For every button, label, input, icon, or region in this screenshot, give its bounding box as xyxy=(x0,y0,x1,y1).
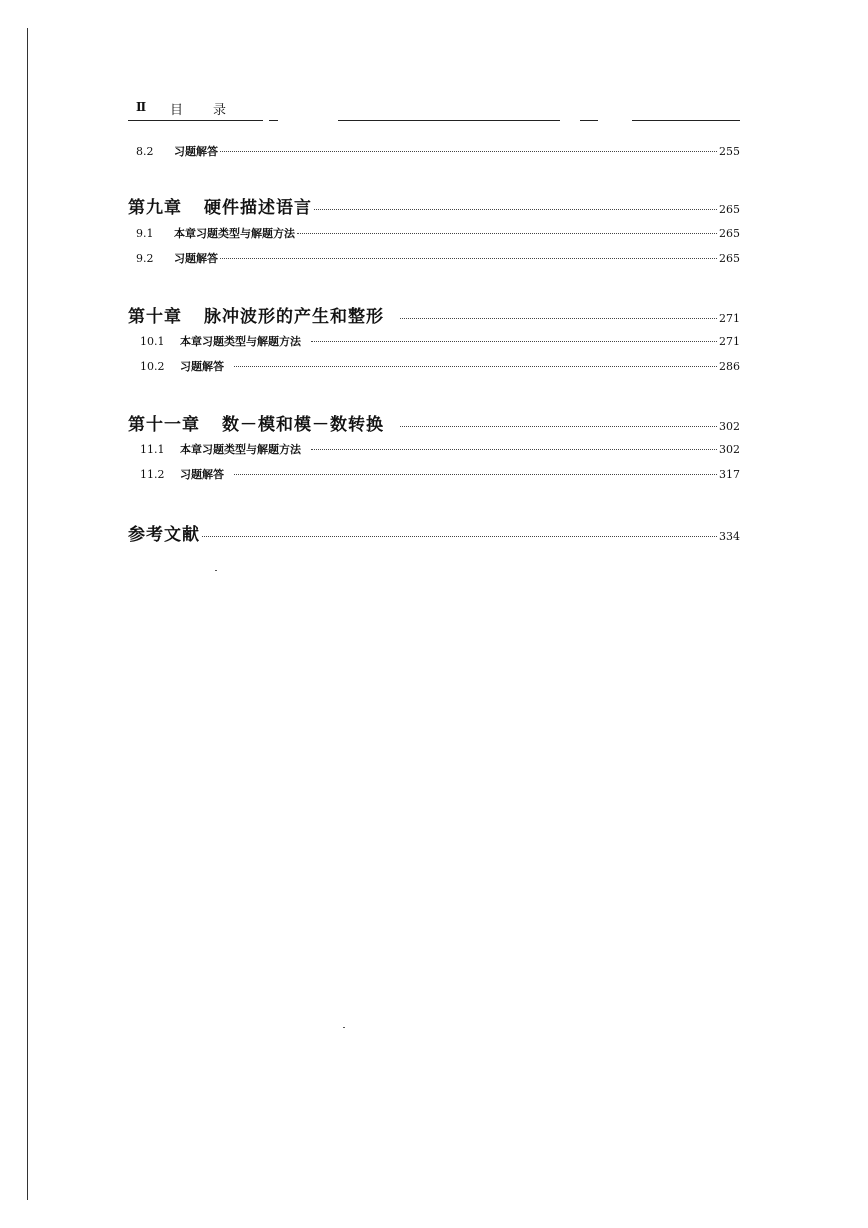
dot-leader xyxy=(400,426,717,427)
chapter-title: 参考文献 xyxy=(128,525,200,545)
running-header xyxy=(128,100,740,122)
page-number: 302 xyxy=(719,443,740,456)
section-number: 10.2 xyxy=(140,360,165,373)
chapter-title: 脉冲波形的产生和整形 xyxy=(204,307,384,327)
page-number: 265 xyxy=(719,203,740,216)
chapter-label: 第十一章 xyxy=(128,415,200,435)
section-number: 8.2 xyxy=(136,145,154,158)
header-title: 目录 xyxy=(170,103,257,118)
toc-entry-section[interactable] xyxy=(128,143,740,161)
chapter-label: 第九章 xyxy=(128,198,182,218)
dot-leader xyxy=(311,341,717,342)
chapter-label: 第十章 xyxy=(128,307,182,327)
page-number: 271 xyxy=(719,335,740,348)
section-number: 11.1 xyxy=(140,443,165,456)
dot-leader xyxy=(220,151,717,152)
toc-entry-section[interactable] xyxy=(128,358,740,376)
toc-entry-section[interactable] xyxy=(128,333,740,351)
scan-speck xyxy=(343,1027,345,1028)
section-title: 习题解答 xyxy=(174,145,218,158)
dot-leader xyxy=(234,474,717,475)
page-number: 255 xyxy=(719,145,740,158)
toc-entry-section[interactable] xyxy=(128,250,740,268)
section-number: 10.1 xyxy=(140,335,165,348)
page-number: 265 xyxy=(719,252,740,265)
toc-entry-references[interactable] xyxy=(128,520,740,544)
page-number: 317 xyxy=(719,468,740,481)
dot-leader xyxy=(202,536,717,537)
section-title: 习题解答 xyxy=(180,468,224,481)
section-number: 9.1 xyxy=(136,227,154,240)
toc-entry-section[interactable] xyxy=(128,225,740,243)
page-binding-edge xyxy=(27,28,28,1200)
scan-speck xyxy=(215,570,217,571)
toc-entry-section[interactable] xyxy=(128,441,740,459)
page-number: 271 xyxy=(719,312,740,325)
section-title: 本章习题类型与解题方法 xyxy=(174,227,295,240)
section-number: 9.2 xyxy=(136,252,154,265)
dot-leader xyxy=(400,318,717,319)
section-title: 本章习题类型与解题方法 xyxy=(180,335,301,348)
page-number: 286 xyxy=(719,360,740,373)
dot-leader xyxy=(297,233,717,234)
header-rule xyxy=(128,120,740,121)
toc-entry-chapter[interactable] xyxy=(128,193,740,217)
page-number: 265 xyxy=(719,227,740,240)
page-number: 334 xyxy=(719,530,740,543)
page-number: 302 xyxy=(719,420,740,433)
chapter-title: 数－模和模－数转换 xyxy=(222,415,384,435)
toc-entry-chapter[interactable] xyxy=(128,302,740,326)
section-number: 11.2 xyxy=(140,468,165,481)
chapter-title: 硬件描述语言 xyxy=(204,198,312,218)
toc-entry-chapter[interactable] xyxy=(128,410,740,434)
section-title: 习题解答 xyxy=(180,360,224,373)
section-title: 本章习题类型与解题方法 xyxy=(180,443,301,456)
section-title: 习题解答 xyxy=(174,252,218,265)
dot-leader xyxy=(314,209,717,210)
dot-leader xyxy=(234,366,717,367)
dot-leader xyxy=(311,449,717,450)
toc-entry-section[interactable] xyxy=(128,466,740,484)
header-page-number: Ⅱ xyxy=(136,100,147,114)
dot-leader xyxy=(220,258,717,259)
